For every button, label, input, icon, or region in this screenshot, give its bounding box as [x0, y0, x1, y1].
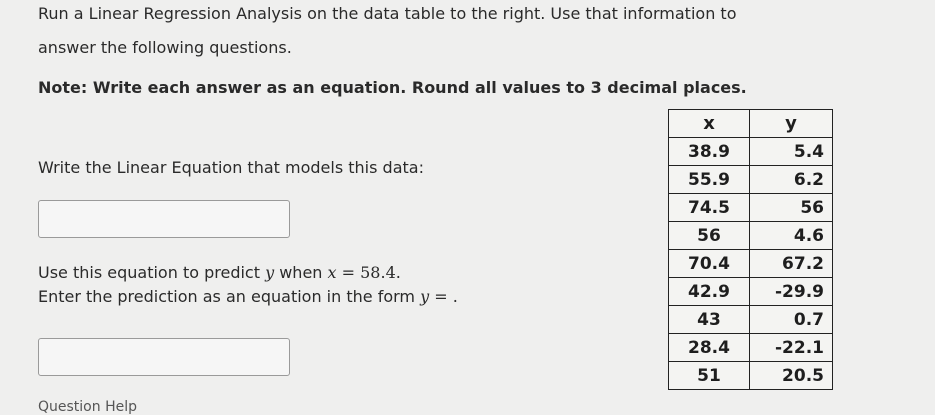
table-row [669, 362, 833, 390]
x-cell: 51 [669, 362, 750, 390]
y-cell: 56 [750, 194, 833, 222]
linear-equation-answer-input[interactable] [38, 200, 290, 238]
x-cell: 28.4 [669, 334, 750, 362]
question-help-link[interactable]: Question Help [38, 399, 137, 415]
y-cell: 5.4 [750, 138, 833, 166]
x-cell: 70.4 [669, 250, 750, 278]
question-2-form-instruction: Enter the prediction as an equation in the form y = . [38, 287, 458, 306]
y-cell: 0.7 [750, 306, 833, 334]
y-cell: 20.5 [750, 362, 833, 390]
data-table [668, 109, 833, 390]
instruction-line-2: answer the following questions. [38, 38, 292, 57]
x-cell: 43 [669, 306, 750, 334]
table-row [669, 194, 833, 222]
x-cell: 38.9 [669, 138, 750, 166]
table-row [669, 222, 833, 250]
x-cell: 74.5 [669, 194, 750, 222]
note-text: Note: Write each answer as an equation. Round all values to 3 decimal places. [38, 78, 747, 97]
prediction-answer-input[interactable] [38, 338, 290, 376]
x-cell: 56 [669, 222, 750, 250]
x-value: 58.4 [360, 263, 396, 282]
table-row [669, 278, 833, 306]
table-row [669, 250, 833, 278]
question-1-prompt: Write the Linear Equation that models this data: [38, 158, 424, 177]
table-row [669, 138, 833, 166]
y-cell: -22.1 [750, 334, 833, 362]
column-header-x: x [669, 110, 750, 138]
x-cell: 55.9 [669, 166, 750, 194]
table-row [669, 306, 833, 334]
y-cell: 4.6 [750, 222, 833, 250]
column-header-y: y [750, 110, 833, 138]
variable-x: x [327, 263, 337, 282]
question-2-prompt: Use this equation to predict y when x = 58.4. [38, 263, 401, 282]
y-cell: -29.9 [750, 278, 833, 306]
y-cell: 67.2 [750, 250, 833, 278]
variable-y: y [265, 263, 275, 282]
instruction-line-1: Run a Linear Regression Analysis on the data table to the right. Use that information to [38, 4, 737, 23]
table-row [669, 166, 833, 194]
table-header-row [669, 110, 833, 138]
table-row [669, 334, 833, 362]
y-cell: 6.2 [750, 166, 833, 194]
x-cell: 42.9 [669, 278, 750, 306]
